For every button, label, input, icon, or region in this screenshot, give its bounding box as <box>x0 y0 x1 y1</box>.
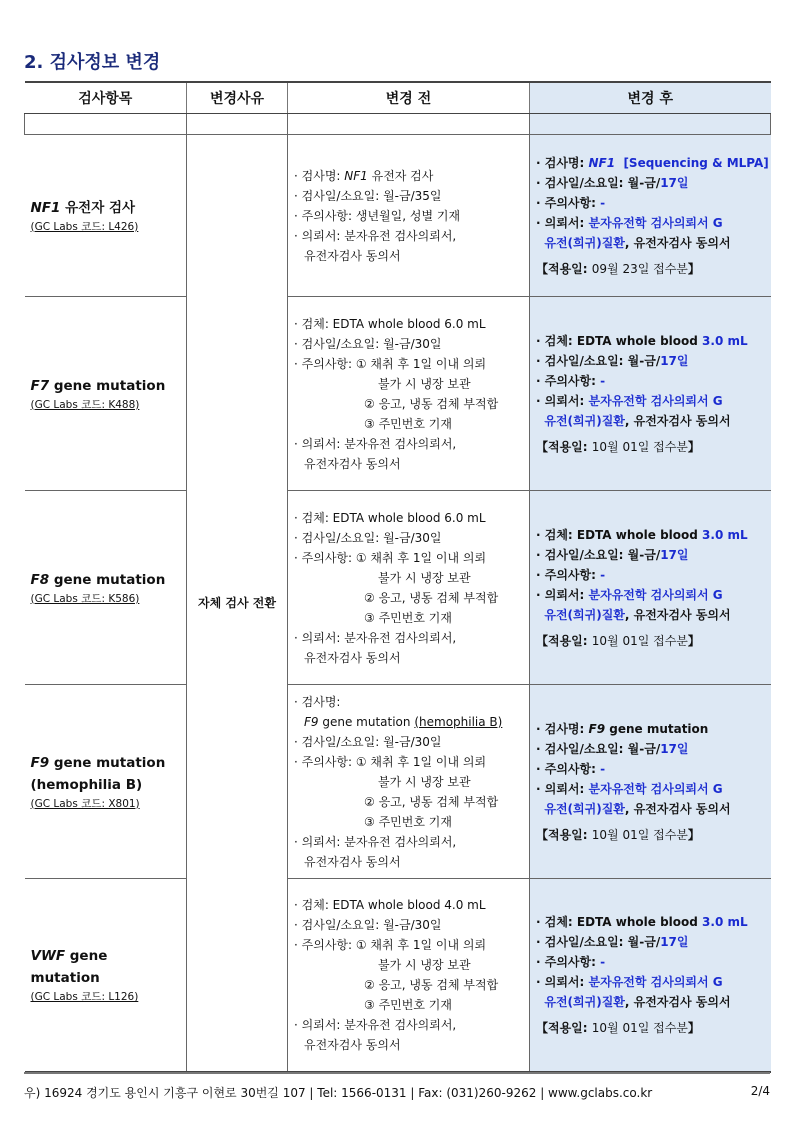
before-text: · 검체: EDTA whole blood 6.0 mL <box>294 510 486 525</box>
after-changed-value: 3.0 mL <box>702 527 748 542</box>
before-line <box>294 628 523 648</box>
apply-date-value: 10월 01일 접수분 <box>591 827 688 842</box>
after-line <box>536 391 765 411</box>
apply-date-end: 】 <box>687 827 700 842</box>
after-cell <box>530 879 771 1073</box>
after-line <box>536 912 765 932</box>
before-line <box>294 935 523 955</box>
before-line <box>294 995 523 1015</box>
before-text: · 검체: EDTA whole blood 6.0 mL <box>294 316 486 331</box>
apply-date-value: 09월 23일 접수분 <box>591 261 688 276</box>
after-changed-value: 17일 <box>660 353 689 368</box>
after-label: · 의뢰서: <box>536 215 589 230</box>
before-line <box>294 752 523 772</box>
before-line <box>294 1015 523 1035</box>
before-line <box>294 955 523 975</box>
apply-date-end: 】 <box>687 261 700 276</box>
before-text: ② 응고, 냉동 검체 부적합 <box>364 396 499 411</box>
after-line <box>536 331 765 351</box>
after-changed-value: - <box>600 955 606 969</box>
before-cell <box>288 135 530 297</box>
before-line <box>294 414 523 434</box>
before-text: · 검사명: <box>294 168 345 183</box>
before-line <box>294 712 523 732</box>
before-text: · 의뢰서: 분자유전 검사의뢰서, <box>294 834 457 849</box>
after-cell <box>530 135 771 297</box>
before-text: 유전자검사 동의서 <box>304 456 401 471</box>
item-title <box>31 569 181 591</box>
apply-date-note <box>536 259 765 279</box>
after-changed-value: NF1 <box>588 155 616 170</box>
before-text: · 검사일/소요일: 월-금/30일 <box>294 734 442 749</box>
before-text: · 의뢰서: 분자유전 검사의뢰서, <box>294 436 457 451</box>
before-text: · 주의사항: 생년월일, 성별 기재 <box>294 208 461 223</box>
after-changed-value: - <box>600 567 606 582</box>
after-label: · 주의사항: <box>536 955 601 969</box>
header-after: 변경 후 <box>530 82 771 114</box>
before-line <box>294 832 523 852</box>
after-line <box>536 952 765 972</box>
header-before: 변경 전 <box>288 82 530 114</box>
before-line <box>294 528 523 548</box>
item-name: gene mutation <box>49 571 166 588</box>
after-line <box>536 545 765 565</box>
after-changed-value-2: gene mutation <box>605 721 709 736</box>
before-gene: F9 <box>304 714 319 729</box>
item-name: gene mutation <box>30 948 108 986</box>
before-gene: NF1 <box>344 168 368 183</box>
after-line <box>536 153 769 173</box>
apply-date-label: 【적용일: <box>536 827 592 842</box>
apply-date-label: 【적용일: <box>536 1021 592 1035</box>
apply-date-note <box>536 631 765 651</box>
after-line <box>536 932 765 952</box>
after-line <box>536 193 765 213</box>
table-row <box>25 491 771 685</box>
before-text: ③ 주민번호 기재 <box>364 416 452 431</box>
table-header-row <box>25 82 771 114</box>
before-text: · 주의사항: ① 채취 후 1일 이내 의뢰 <box>294 356 487 371</box>
section-title: 2. 검사정보 변경 <box>24 52 161 73</box>
before-line <box>294 608 523 628</box>
after-cell <box>530 685 771 879</box>
item-name: gene mutation <box>49 377 166 394</box>
spacer-cell <box>530 114 771 135</box>
before-cell <box>288 297 530 491</box>
apply-date-value: 10월 01일 접수분 <box>591 439 688 454</box>
after-line <box>536 739 765 759</box>
item-title <box>31 752 181 774</box>
before-text: ③ 주민번호 기재 <box>364 610 452 625</box>
after-line <box>536 992 765 1012</box>
before-text-rest: gene mutation <box>318 714 415 729</box>
item-code: (GC Labs 코드: L426) <box>30 220 139 233</box>
before-line <box>294 895 523 915</box>
item-name: 유전자 검사 <box>60 199 136 216</box>
after-tail: , 유전자검사 동의서 <box>624 413 731 428</box>
before-text: · 검사일/소요일: 월-금/30일 <box>294 530 442 545</box>
item-gene: F8 <box>30 571 50 588</box>
before-line <box>294 692 523 712</box>
after-changed-value: - <box>600 373 606 388</box>
reason-cell: 자체 검사 전환 <box>187 135 288 1073</box>
after-label: · 검사일/소요일: 월-금/ <box>536 547 661 562</box>
item-subtitle: (hemophilia B) <box>30 776 143 793</box>
after-line <box>536 605 765 625</box>
change-table <box>24 81 771 1073</box>
after-label: · 검체: EDTA whole blood <box>536 915 703 929</box>
before-text: · 주의사항: ① 채취 후 1일 이내 의뢰 <box>294 754 487 769</box>
after-label: · 주의사항: <box>536 567 601 582</box>
before-text: ③ 주민번호 기재 <box>364 998 452 1012</box>
before-line <box>294 434 523 454</box>
after-line <box>536 972 765 992</box>
before-line <box>294 792 523 812</box>
after-label: · 검사일/소요일: 월-금/ <box>536 353 661 368</box>
before-text: ③ 주민번호 기재 <box>364 814 452 829</box>
before-line <box>294 812 523 832</box>
before-line <box>294 334 523 354</box>
after-changed-value: 유전(희귀)질환 <box>544 995 625 1009</box>
apply-date-note <box>536 1018 765 1038</box>
after-line <box>536 173 765 193</box>
before-line <box>294 568 523 588</box>
after-changed-value: 분자유전학 검사의뢰서 G <box>588 781 723 796</box>
before-cell <box>288 685 530 879</box>
item-code: (GC Labs 코드: K586) <box>30 592 140 605</box>
after-line <box>536 565 765 585</box>
item-cell <box>25 685 187 879</box>
after-line <box>536 525 765 545</box>
after-changed-value: - <box>600 195 606 210</box>
before-line <box>294 915 523 935</box>
item-gene: F9 <box>30 754 50 771</box>
before-text: 유전자검사 동의서 <box>304 1038 401 1052</box>
before-line <box>294 508 523 528</box>
table-row <box>25 297 771 491</box>
before-line <box>294 206 523 226</box>
before-cell <box>288 491 530 685</box>
table-row <box>25 685 771 879</box>
item-gene: VWF <box>30 948 66 964</box>
before-line <box>294 1035 523 1055</box>
item-cell <box>25 491 187 685</box>
before-line <box>294 588 523 608</box>
footer-contact: 우) 16924 경기도 용인시 기흥구 이현로 30번길 107 | Tel: 1566-0131 | Fax: (031)260-9262 | www.gclabs.co.kr <box>24 1086 653 1100</box>
item-title <box>31 945 181 989</box>
after-label: · 주의사항: <box>536 373 601 388</box>
after-changed-value: - <box>600 761 606 776</box>
after-changed-value: 분자유전학 검사의뢰서 G <box>588 587 723 602</box>
before-text: · 주의사항: ① 채취 후 1일 이내 의뢰 <box>294 550 487 565</box>
after-changed-value: 17일 <box>660 547 689 562</box>
before-text-rest: 유전자 검사 <box>367 168 434 183</box>
item-code: (GC Labs 코드: X801) <box>30 797 140 810</box>
after-line <box>536 371 765 391</box>
after-changed-value: 유전(희귀)질환 <box>544 235 625 250</box>
before-text: · 검체: EDTA whole blood 4.0 mL <box>294 898 486 912</box>
after-line <box>536 411 765 431</box>
before-line <box>294 394 523 414</box>
after-label: · 검체: EDTA whole blood <box>536 333 703 348</box>
after-changed-value: 17일 <box>660 741 689 756</box>
apply-date-end: 】 <box>687 633 700 648</box>
after-changed-value: 분자유전학 검사의뢰서 G <box>588 393 723 408</box>
header-item: 검사항목 <box>25 82 187 114</box>
before-line <box>294 354 523 374</box>
before-line <box>294 314 523 334</box>
table-row <box>25 879 771 1073</box>
before-line <box>294 246 523 266</box>
before-line <box>294 226 523 246</box>
item-name: gene mutation <box>49 754 166 771</box>
after-cell <box>530 491 771 685</box>
apply-date-label: 【적용일: <box>536 261 592 276</box>
after-label: · 검사일/소요일: 월-금/ <box>536 741 661 756</box>
spacer-row <box>25 114 771 135</box>
after-label: · 검사일/소요일: 월-금/ <box>536 175 661 190</box>
before-text: · 검사명: <box>294 694 341 709</box>
before-text: 불가 시 냉장 보관 <box>378 774 471 789</box>
page-number: 2/4 <box>750 1084 770 1098</box>
after-label: · 의뢰서: <box>536 393 589 408</box>
after-changed-value-2: [Sequencing & MLPA] <box>615 155 769 170</box>
item-code: (GC Labs 코드: L126) <box>30 991 139 1003</box>
item-gene: F7 <box>30 377 50 394</box>
after-label: · 의뢰서: <box>536 781 589 796</box>
after-changed-value: 3.0 mL <box>702 333 748 348</box>
after-cell <box>530 297 771 491</box>
item-cell <box>25 879 187 1073</box>
after-label: · 검사명: <box>536 721 589 736</box>
after-changed-value: 3.0 mL <box>702 915 748 929</box>
after-line <box>536 213 765 233</box>
before-text: 유전자검사 동의서 <box>304 854 401 869</box>
after-changed-value: 17일 <box>660 175 689 190</box>
after-line <box>536 759 765 779</box>
after-line <box>536 719 765 739</box>
item-gene: NF1 <box>30 199 61 216</box>
before-text: ② 응고, 냉동 검체 부적합 <box>364 590 499 605</box>
before-underline: (hemophilia B) <box>414 714 503 729</box>
after-tail: , 유전자검사 동의서 <box>624 801 731 816</box>
before-line <box>294 548 523 568</box>
after-label: · 의뢰서: <box>536 975 589 989</box>
before-line <box>294 186 523 206</box>
before-text: · 검사일/소요일: 월-금/30일 <box>294 336 442 351</box>
after-line <box>536 799 765 819</box>
before-text: 불가 시 냉장 보관 <box>378 570 471 585</box>
spacer-cell <box>288 114 530 135</box>
before-text: 유전자검사 동의서 <box>304 248 401 263</box>
item-title <box>31 375 181 397</box>
spacer-cell <box>187 114 288 135</box>
apply-date-value: 10월 01일 접수분 <box>591 1021 688 1035</box>
after-label: · 검사명: <box>536 155 589 170</box>
after-tail: , 유전자검사 동의서 <box>624 235 731 250</box>
before-text: ② 응고, 냉동 검체 부적합 <box>364 978 499 992</box>
before-text: · 주의사항: ① 채취 후 1일 이내 의뢰 <box>294 938 487 952</box>
item-code: (GC Labs 코드: K488) <box>30 398 140 411</box>
before-line <box>294 166 523 186</box>
before-text: · 검사일/소요일: 월-금/30일 <box>294 918 442 932</box>
after-changed-value: 유전(희귀)질환 <box>544 413 625 428</box>
item-title <box>31 197 181 219</box>
before-line <box>294 852 523 872</box>
before-text: · 의뢰서: 분자유전 검사의뢰서, <box>294 228 457 243</box>
before-text: 불가 시 냉장 보관 <box>378 958 471 972</box>
before-text: · 검사일/소요일: 월-금/35일 <box>294 188 442 203</box>
before-cell <box>288 879 530 1073</box>
after-changed-value: F9 <box>588 721 606 736</box>
after-line <box>536 351 765 371</box>
after-tail: , 유전자검사 동의서 <box>624 607 731 622</box>
after-label: · 의뢰서: <box>536 587 589 602</box>
header-reason: 변경사유 <box>187 82 288 114</box>
before-line <box>294 732 523 752</box>
after-changed-value: 분자유전학 검사의뢰서 G <box>588 215 723 230</box>
after-line <box>536 779 765 799</box>
item-cell <box>25 135 187 297</box>
table-row <box>25 135 771 297</box>
footer <box>24 1072 770 1101</box>
after-changed-value: 분자유전학 검사의뢰서 G <box>588 975 723 989</box>
apply-date-note <box>536 437 765 457</box>
after-tail: , 유전자검사 동의서 <box>624 995 731 1009</box>
before-text: · 의뢰서: 분자유전 검사의뢰서, <box>294 1018 457 1032</box>
spacer-cell <box>25 114 187 135</box>
apply-date-value: 10월 01일 접수분 <box>591 633 688 648</box>
after-label: · 주의사항: <box>536 761 601 776</box>
before-line <box>294 772 523 792</box>
apply-date-end: 】 <box>687 1021 700 1035</box>
apply-date-label: 【적용일: <box>536 439 592 454</box>
before-text: 불가 시 냉장 보관 <box>378 376 471 391</box>
apply-date-note <box>536 825 765 845</box>
before-text: ② 응고, 냉동 검체 부적합 <box>364 794 499 809</box>
after-label: · 검사일/소요일: 월-금/ <box>536 935 661 949</box>
before-text: · 의뢰서: 분자유전 검사의뢰서, <box>294 630 457 645</box>
after-line <box>536 585 765 605</box>
before-line <box>294 648 523 668</box>
before-line <box>294 374 523 394</box>
before-line <box>294 975 523 995</box>
before-line <box>294 454 523 474</box>
after-changed-value: 17일 <box>660 935 689 949</box>
after-changed-value: 유전(희귀)질환 <box>544 801 625 816</box>
after-changed-value: 유전(희귀)질환 <box>544 607 625 622</box>
item-cell <box>25 297 187 491</box>
before-text: 유전자검사 동의서 <box>304 650 401 665</box>
apply-date-label: 【적용일: <box>536 633 592 648</box>
after-label: · 주의사항: <box>536 195 601 210</box>
apply-date-end: 】 <box>687 439 700 454</box>
after-line <box>536 233 765 253</box>
after-label: · 검체: EDTA whole blood <box>536 527 703 542</box>
